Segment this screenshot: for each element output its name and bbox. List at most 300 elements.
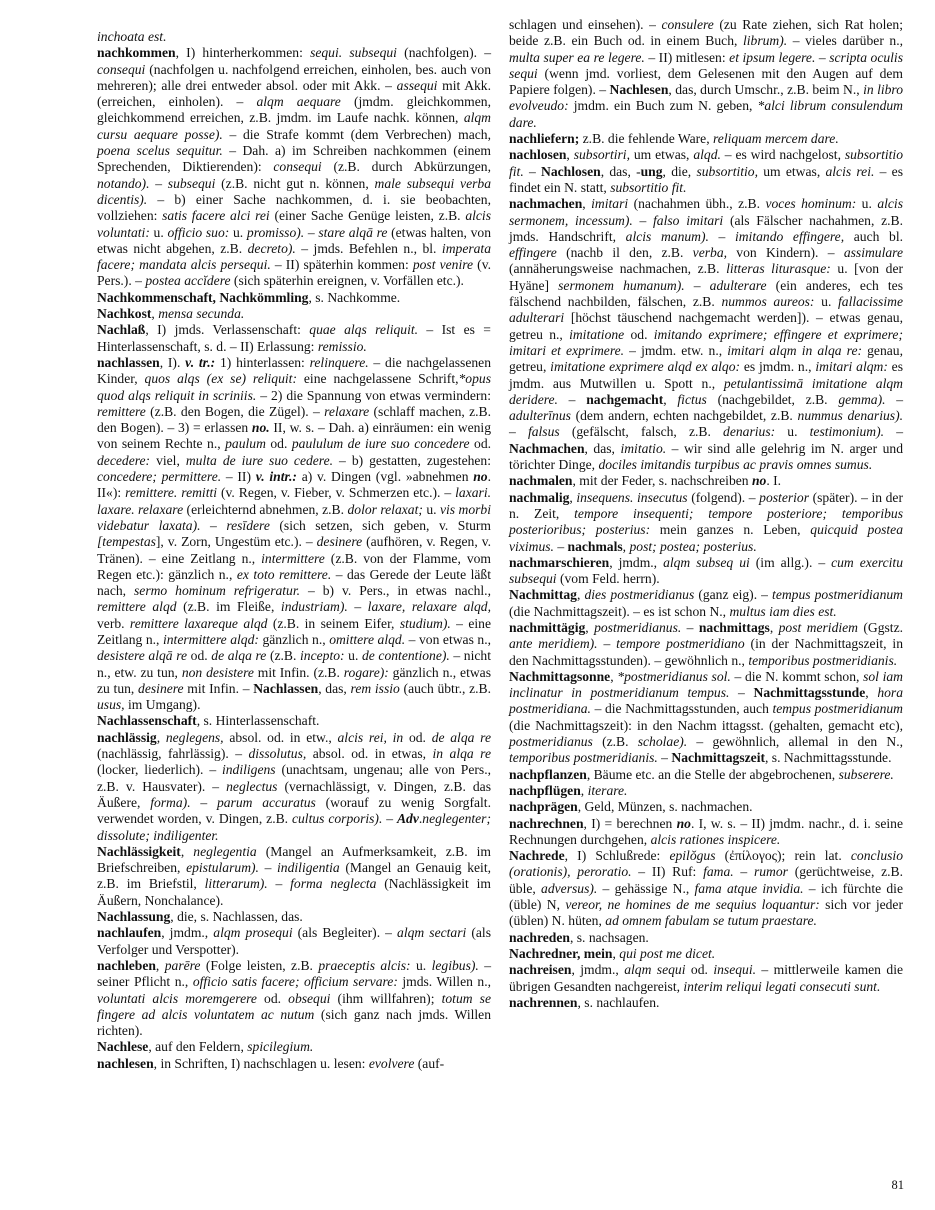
latin-term: alqm subseq ui (663, 554, 750, 570)
entry-text: sich vor jeder (üblen) N. hüten, (509, 897, 903, 929)
latin-term: remittere (97, 403, 146, 419)
entry-text: absol. od. in etw., (223, 729, 338, 745)
headword: nachleben (97, 957, 156, 973)
entry-text: (Mangel an Genauig keit, z.B. im Briefstil, (97, 860, 492, 892)
entry-text: – ich fürchte die (üble) N, (509, 880, 903, 913)
entry-text: (jmdm. gleichkommen, gleichkommend erreichen, z.B. jmdm. im Laufe nachk. können, (97, 94, 491, 126)
entry-text: (Nachlässigkeit im Äußern, Nonchalance). (97, 876, 491, 908)
latin-term: no (676, 815, 691, 831)
latin-term: usus, (97, 697, 125, 713)
entry-text: (sich ganz nach jmds. Willen richten). (97, 1006, 492, 1039)
latin-term: interim reliqui legati consecuti sunt. (683, 978, 881, 994)
entry-text: u. (814, 294, 839, 310)
entry-text: (gerüchtweise, z.B. üble, (509, 864, 903, 896)
entry-text: (v. Pers.). – (97, 257, 492, 289)
entry-text: um etwas, (629, 147, 694, 163)
latin-term: desistere alqā re (97, 648, 188, 664)
entry-text: 1) hinterlassen: (215, 354, 310, 370)
latin-term: posterior (759, 489, 810, 505)
latin-term: resīdere (226, 517, 270, 533)
latin-term: alqm sectari (397, 925, 467, 941)
entry-text: a) v. Dingen (vgl. »abnehmen (296, 469, 474, 485)
entry-text: gänzlich n., etwas zu tun, (97, 664, 491, 696)
latin-term: scholae). (637, 734, 688, 750)
entry-text: , (663, 391, 678, 407)
entry-text: jmdm. ein Buch zum N. geben, (568, 98, 758, 114)
latin-term: effingere (509, 245, 557, 261)
entry-text: od. (685, 962, 714, 978)
latin-term: subsortiri, (573, 147, 630, 163)
latin-term: sermo hominum refrigeratur. (134, 583, 301, 599)
entry-text: (als Verfolger und Verspotter). (97, 925, 491, 957)
latin-term: multa super ea re legere. (509, 49, 645, 65)
entry-text: u. (149, 224, 168, 240)
headword: Nachlässigkeit (97, 843, 181, 859)
latin-term: litterarum). (204, 876, 268, 892)
entry-text: – II) mitlesen: (644, 49, 730, 65)
entry-text: , das, (318, 680, 351, 696)
entry-text: , auf den Feldern, (148, 1039, 248, 1055)
entry-text: , jmdm., (571, 962, 625, 978)
latin-term: *alci librum consulendum dare. (509, 98, 904, 130)
latin-term: fama. (703, 864, 734, 880)
entry-text: , Geld, Münzen, s. nachmachen. (577, 799, 753, 815)
latin-term: temporibus postmeridianis. (748, 652, 898, 668)
latin-term: reliquam mercem dare. (713, 131, 839, 147)
dictionary-entry (97, 925, 491, 958)
latin-term: quos alqs (ex se) reliquit: (144, 371, 297, 387)
entry-text: (sich späterhin ereignen, v. Vorfällen etc.). (230, 273, 464, 289)
dictionary-entry (97, 322, 491, 355)
headword: Nachredner, mein (509, 945, 613, 961)
entry-text: u. (775, 424, 810, 440)
entry-text: , (610, 668, 618, 684)
headword: Nachlassung (97, 909, 171, 925)
latin-term: laxari. laxare. relaxare (97, 485, 491, 517)
entry-text: (aufhören, v. Regen, v. Tränen). – eine Zeitlang n., (97, 534, 492, 566)
entry-text: (erleichternd abnehmen, z.B. (183, 501, 348, 517)
entry-text: (ein anderes, ech tes fälschend nachbilden, fälschen, z.B. (509, 277, 904, 310)
entry-text: es jmdm. n., (740, 359, 816, 375)
latin-term: remittere. remitti (125, 485, 218, 501)
latin-term: de alqa re (431, 729, 491, 745)
entry-text: (z.B. von der Flamme, vom Regen etc.): gänzlich n., (97, 550, 491, 582)
dictionary-entry (97, 713, 491, 729)
entry-text: – (815, 49, 830, 65)
entry-text: – (523, 163, 542, 179)
entry-text: (z.B. den Bogen, die Zügel). – (145, 403, 325, 419)
entry-text: – nicht n., etw. zu tun, (97, 648, 491, 680)
headword: nachlesen (97, 1055, 154, 1071)
latin-term: decedere: (97, 452, 151, 468)
latin-term: relaxare (324, 403, 370, 419)
latin-term: falso imitari (653, 212, 724, 228)
latin-term: denarius: (723, 424, 776, 440)
latin-term: imitatione (569, 326, 625, 342)
latin-term: fama atque invidia. (694, 880, 804, 896)
latin-term: v. tr.: (185, 354, 216, 370)
latin-term: [tempestas (97, 534, 156, 550)
dictionary-entry (509, 799, 903, 815)
latin-term: de alqa re (211, 648, 267, 664)
entry-text: (nachfolgen u. nachfolgend erreichen, einholen, bes. auch von mehreren); alle drei entweder absol. oder mit Akk. – (97, 61, 491, 93)
entry-text: (ganz eig). – (694, 587, 773, 603)
latin-term: forma). (150, 794, 191, 810)
headword: Nachlesen (609, 82, 669, 98)
entry-text: schlagen und einsehen). – (509, 17, 662, 32)
entry-text: , Bäume etc. an die Stelle der abgebrochenen, (586, 766, 839, 782)
entry-text: II, w. s. – Dah. a) einräumen: ein wenig von seinem Rechte n., (97, 420, 491, 452)
entry-text: (z.B. (266, 648, 300, 664)
entry-text: – die nachgelassenen Kinder, (97, 354, 491, 387)
latin-term: sermonem humanum). (558, 277, 685, 293)
entry-text: – (632, 212, 654, 228)
entry-text: (später). – in der n. Zeit, (509, 489, 903, 521)
latin-term: de contentione). (361, 648, 450, 664)
latin-term: alqm aequare (256, 94, 341, 110)
latin-term: mensa secunda. (158, 306, 245, 322)
latin-term: evolvere (368, 1055, 415, 1071)
dictionary-entry (97, 958, 491, 1039)
entry-text: , das, (584, 440, 621, 456)
dictionary-entry (97, 306, 491, 322)
headword: Nachlassenschaft (97, 713, 197, 729)
latin-term: intermittere alqd: (162, 631, 259, 647)
latin-term: alqd. (693, 147, 721, 163)
latin-term: adulterare (709, 277, 767, 293)
latin-term: spicilegium. (247, 1039, 314, 1055)
entry-text: od. (624, 326, 654, 342)
latin-term: imitari (591, 196, 629, 212)
entry-text: (als Fälscher nachahmen, z.B. jmds. Handschrift, (509, 212, 904, 244)
latin-term: officio satis facere; officium servare: (192, 974, 398, 990)
entry-text: (annäherungsweise nachmachen, z.B. (509, 261, 727, 277)
latin-term: iterare. (587, 782, 628, 798)
dictionary-entry (509, 995, 903, 1011)
latin-term: neglegenter; dissolute; indiligenter. (97, 811, 491, 843)
latin-term: rumor (753, 864, 788, 880)
latin-term: studium). (399, 615, 451, 631)
latin-term: desinere (316, 534, 363, 550)
headword: Nachmachen (509, 440, 585, 456)
latin-term: subsortitio fit. (509, 147, 904, 179)
headword: nachmachen (509, 196, 583, 212)
entry-text: (in der Nachmittagszeit, in den Nachmittagsstunden). – gewöhnlich n., (509, 636, 903, 668)
latin-term: subsortitio fit. (610, 179, 687, 195)
headword: Nachmittagsstunde (753, 685, 866, 701)
entry-text: , jmdm., (161, 925, 214, 941)
entry-text: od. (265, 436, 292, 452)
entry-text: , (585, 619, 595, 635)
latin-term: parēre (164, 957, 201, 973)
headword: Nachkommenschaft, Nachkömmling (97, 289, 309, 305)
entry-text: verb. (97, 615, 130, 631)
latin-term: incepto: (300, 648, 345, 664)
entry-text: – das Gerede der Leute läßt nach, (97, 566, 491, 599)
latin-term: neglegentia (193, 843, 257, 859)
entry-text: (nachgebildet, z.B. (706, 391, 839, 407)
entry-text: im Umgang). (124, 697, 201, 713)
latin-term: dissolutus, (248, 746, 307, 762)
latin-term: Adv (396, 811, 419, 827)
latin-term: alcis rationes inspicere. (650, 831, 781, 847)
entry-text: (die Nachmittagszeit). – es ist schon N., (509, 603, 730, 619)
entry-text: , mit der Feder, s. nachschreiben (572, 473, 752, 489)
latin-term: no (473, 469, 488, 485)
dictionary-entry (509, 946, 903, 962)
page-number: 81 (891, 1178, 904, 1192)
entry-text: , I) jmds. Verlassenschaft: (145, 322, 310, 338)
left-column (97, 29, 491, 1072)
dictionary-entry (509, 196, 903, 473)
latin-term: petulantissimā imitatione alqm deridere. (509, 375, 903, 407)
latin-term: quicquid postea viximus. (509, 522, 904, 554)
entry-text: – (149, 175, 168, 191)
dictionary-entry (509, 490, 903, 555)
entry-text: – (733, 864, 754, 880)
headword: nachrennen (509, 994, 578, 1010)
entry-text: . I. (766, 473, 782, 489)
dictionary-entry (509, 147, 903, 196)
entry-text: , (582, 196, 592, 212)
latin-term: alcis sermonem, incessum). (509, 196, 903, 228)
entry-text: , (865, 685, 878, 701)
latin-term: ad omnem fabulam se tutum praestare. (605, 913, 817, 929)
entry-text: z.B. die fehlende Ware, (579, 131, 714, 147)
latin-term: alcis rei, in (337, 729, 404, 745)
entry-text: – (681, 619, 699, 635)
entry-text: mit Infin. – (183, 680, 254, 696)
latin-term: intermittere (261, 550, 325, 566)
latin-term: indiligentia (277, 860, 340, 876)
entry-text: (vom Feld. herrn). (556, 571, 660, 587)
entry-text: , (155, 957, 165, 973)
entry-text: – (884, 424, 903, 440)
entry-text: (nachahmen übh., z.B. (628, 196, 766, 212)
headword: Nachlaß (97, 322, 146, 338)
dictionary-entry (509, 587, 903, 620)
entry-text: (locker, liederlich). – (97, 762, 222, 778)
entry-text: (vernachlässigt, v. Dingen, z.B. das Äußere, (97, 778, 491, 810)
latin-term: omittere alqd. (329, 631, 406, 647)
entry-text: eine nachgelassene Schrift, (296, 371, 459, 387)
dictionary-entry (97, 290, 491, 306)
entry-text: mein ganzes n. Leben, (650, 522, 811, 538)
dictionary-entry (97, 1056, 491, 1072)
latin-term: consequi (97, 61, 146, 77)
latin-term: *postmeridianus sol. (617, 668, 731, 684)
entry-text: , s. Hinterlassenschaft. (196, 713, 320, 729)
latin-term: neglegens, (165, 729, 224, 745)
latin-term: post; postea; posterius. (629, 538, 757, 554)
latin-term: postmeridianus. (594, 619, 682, 635)
dictionary-entry (97, 29, 491, 45)
entry-text: gänzlich n., (258, 631, 330, 647)
dictionary-entry (509, 816, 903, 849)
entry-text: (folgend). – (687, 489, 760, 505)
latin-term: imitatio. (620, 440, 667, 456)
entry-text: – II) (221, 469, 256, 485)
entry-text: , I) Schlußrede: (564, 848, 670, 864)
latin-term: concedere; permittere. (97, 469, 222, 485)
entry-text: u. (229, 224, 247, 240)
entry-text: – eine Zeitlang n., (97, 615, 491, 647)
entry-text: (worauf zu wenig Sorgfalt. verwendet worden, v. Dingen, z.B. (97, 794, 491, 827)
dictionary-entry (97, 730, 491, 844)
entry-text: absol. od. in etwas, (306, 746, 433, 762)
latin-term: subsequi (167, 175, 216, 191)
entry-text: (sich setzen, sich geben, v. Sturm (269, 517, 491, 533)
entry-text: – Ist es = Hinterlassenschaft, s. d. – II) Erlassung: (97, 322, 491, 354)
latin-term: relinquere. (309, 354, 369, 370)
latin-term: paululum de iure suo concedere (291, 436, 470, 452)
entry-text: , (580, 782, 588, 798)
entry-text: od. (256, 990, 289, 1006)
entry-text: um etwas, (758, 163, 826, 179)
entry-text: (wenn jmd. vorliest, dem Gelesenen mit den Augen auf dem Papiere folgen). – (509, 65, 903, 98)
entry-text: (Ggstz. (858, 619, 904, 635)
entry-text: , s. Nachmittagsstunde. (765, 750, 892, 766)
headword: nachmalig (509, 489, 570, 505)
entry-text: – (347, 599, 368, 615)
entry-text: – II) späterhin kommen: (270, 257, 413, 273)
headword: nachlosen (509, 147, 567, 163)
entry-text: (etwas halten, von etwas nicht abgehen, z.B. (97, 224, 491, 256)
entry-text: auch bl. (844, 228, 903, 244)
latin-term: tempus postmeridianum (772, 701, 903, 717)
latin-term: alcis voluntati: (97, 208, 492, 240)
latin-term: multus iam dies est. (729, 603, 837, 619)
latin-term: paulum (225, 436, 266, 452)
latin-term: scripta oculis sequi (509, 49, 903, 81)
entry-text: (z.B. (592, 734, 638, 750)
latin-term: alcis manum). (625, 228, 709, 244)
latin-term: satis facere alci rei (162, 208, 270, 224)
latin-term: subserere. (838, 766, 894, 782)
latin-term: ante meridiem). (509, 636, 598, 652)
entry-text: – Dah. a) im Schreiben nachkommen (einem Sprechenden, Diktierenden): (97, 143, 491, 175)
latin-term: remissio. (317, 338, 367, 354)
entry-text: , das, - (600, 163, 641, 179)
entry-text: – (708, 228, 735, 244)
latin-term: industriam). (280, 599, 348, 615)
dictionary-entry (509, 962, 903, 995)
latin-term: desinere (138, 680, 184, 696)
latin-term: assimulare (843, 245, 903, 261)
entry-text: (schlaff machen, z.B. den Bogen). – 3) = erlassen (97, 403, 491, 436)
entry-text: – von etwas n., (405, 631, 491, 647)
entry-text: – es wird nachgelost, (720, 147, 845, 163)
dictionary-entry (509, 17, 903, 131)
entry-text: (Mangel an Aufmerksamkeit, z.B. im Briefschreiben, (97, 843, 492, 876)
entry-text: , s. Nachkomme. (308, 289, 401, 305)
latin-term: vis morbi videbatur laxata). (97, 501, 492, 533)
latin-term: in libro evolveudo: (509, 82, 903, 114)
latin-term: post venire (412, 257, 474, 273)
entry-text: es jmdm. aus Mutwillen u. Spott n., (509, 359, 904, 391)
latin-term: non desistere (181, 664, 254, 680)
latin-term: verba, (692, 245, 728, 261)
entry-text: – (267, 876, 291, 892)
entry-text: – jmds. Befehlen n., bl. (295, 240, 442, 256)
headword: nachreden (509, 929, 570, 945)
latin-term: v. intr.: (255, 469, 297, 485)
latin-term: alqm prosequi (213, 925, 293, 941)
headword: nachlassen (97, 354, 160, 370)
entry-text: (die Nachmittagszeit): in den Nachm ittagsst. (gehalten, gemacht etc), (509, 717, 903, 733)
latin-term: indiligens (221, 762, 276, 778)
latin-term: librum). (742, 33, 788, 49)
latin-term: insequens. insecutus (576, 489, 688, 505)
latin-term: fallacissime adulterari (509, 294, 903, 326)
entry-text: – mittlerweile kamen die übrigen Gesandten nachgereist, (509, 962, 904, 994)
latin-term: imitari alqm in alqa re: (727, 342, 862, 358)
latin-term: adulterīnus (509, 408, 571, 424)
latin-term: laxare, relaxare alqd, (367, 599, 492, 615)
entry-text: , I) = berechnen (583, 815, 677, 831)
latin-term: dolor relaxat; (347, 501, 423, 517)
entry-text: , (156, 729, 166, 745)
entry-text: od. (187, 648, 212, 664)
latin-term: tempore postmeridiano (616, 636, 745, 652)
entry-text: u. (856, 196, 878, 212)
latin-term: imitari alqm: (815, 359, 888, 375)
latin-term: nummos aureos: (721, 294, 815, 310)
entry-text: (zu Rate ziehen, sich Rat holen; beide z.B. ein Buch od. in einem Buch, (509, 17, 904, 49)
dictionary-entry (509, 620, 903, 669)
entry-text: – (509, 424, 528, 440)
latin-term: ex toto remittere. (236, 566, 332, 582)
entry-text: (Folge leisten, z.B. (200, 957, 319, 973)
headword: nachmittägig (509, 619, 586, 635)
dictionary-entry (97, 909, 491, 925)
latin-term: fictus (677, 391, 707, 407)
entry-text: – (684, 277, 710, 293)
entry-text: – b) gestatten, zugestehen: (333, 452, 492, 468)
latin-term: et ipsum legere. (729, 49, 816, 65)
latin-term: vereor, ne homines de me sequius loquantur: (565, 897, 820, 913)
entry-text: u. (344, 648, 362, 664)
headword: nachkommen (97, 45, 176, 61)
entry-text: ], v. Zorn, Ungestüm etc.). – (155, 534, 317, 550)
entry-text: – die Nachmittagsstunden, auch (590, 701, 773, 717)
entry-text: . II«): (97, 469, 491, 501)
dictionary-entry (509, 669, 903, 767)
latin-term: sol iam inclinatur in postmeridianum tempus. (509, 668, 903, 701)
entry-text: (im allg.). – (749, 554, 832, 570)
headword: Nachrede (509, 848, 565, 864)
entry-text: u. (422, 501, 440, 517)
entry-text: , (576, 587, 585, 603)
entry-text: , (569, 489, 577, 505)
entry-text: – seiner Pflicht n., (97, 957, 491, 990)
latin-term: imitando effingere, (734, 228, 845, 244)
latin-term: alqm cursu aequare posse). (97, 110, 491, 142)
entry-text: – (557, 391, 587, 407)
latin-term: *opus quod alqs reliquit in scriniis. (97, 371, 491, 403)
latin-term: testimonium). (809, 424, 885, 440)
headword: nachmarschieren (509, 554, 610, 570)
headword: nachmittags (698, 619, 770, 635)
entry-text: , (566, 147, 574, 163)
latin-term: neglectus (226, 778, 278, 794)
latin-term: in alqa re (432, 746, 491, 762)
entry-text: – gewöhnlich, allemal in den N., (687, 734, 903, 750)
entry-text: (nachlässig, fahrlässig). – (97, 746, 249, 762)
latin-term: imitatione exprimere alqd ex alqo: (550, 359, 741, 375)
latin-term: litteras liturasque: (726, 261, 831, 277)
entry-text: – (885, 391, 904, 407)
